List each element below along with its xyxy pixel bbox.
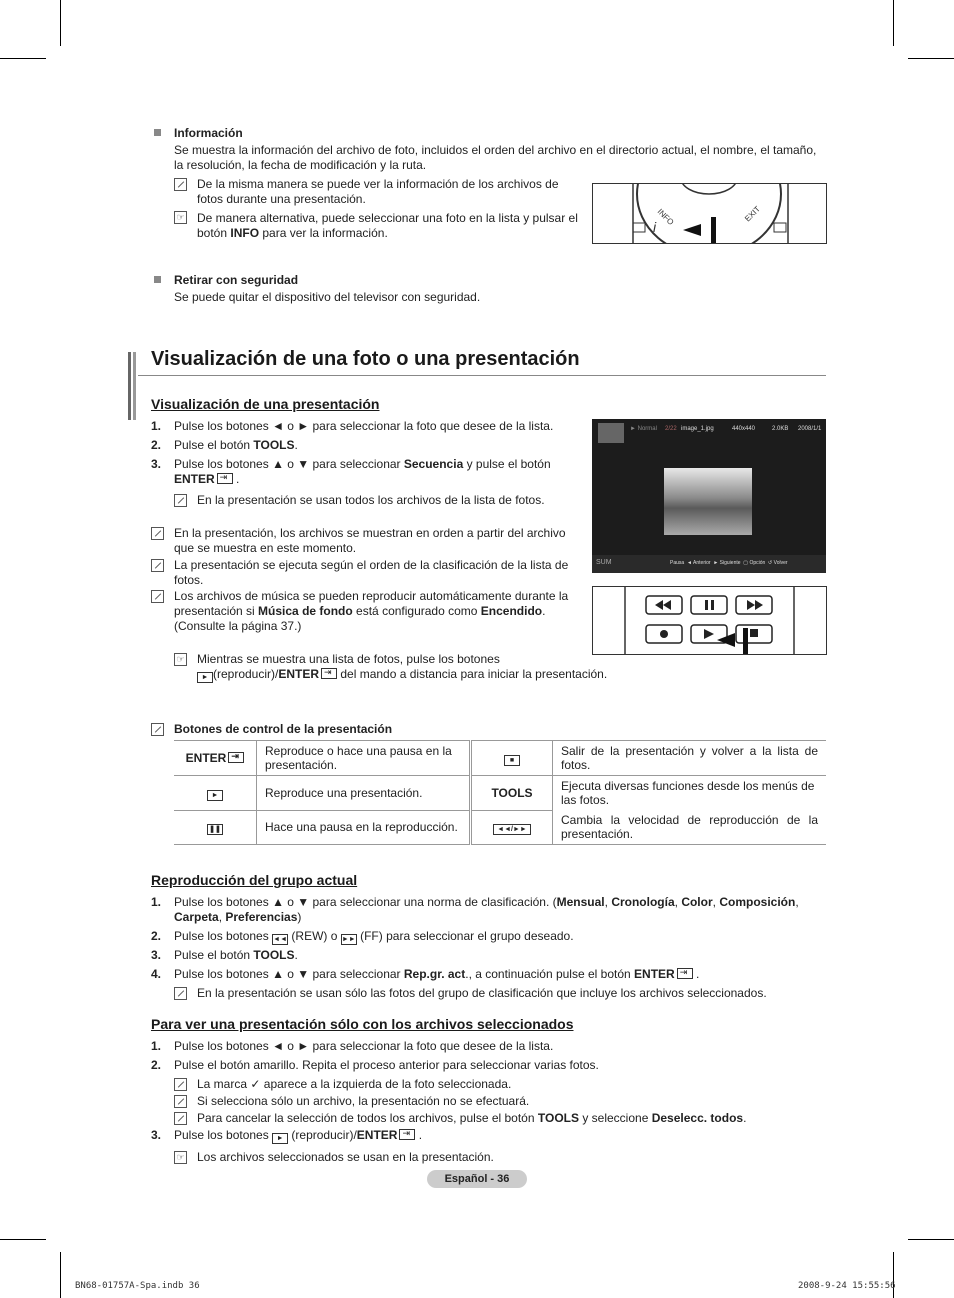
control-key bbox=[174, 810, 257, 845]
crop-mark bbox=[893, 1252, 894, 1298]
control-key bbox=[471, 810, 553, 845]
note-icon bbox=[174, 1112, 187, 1125]
selected-note-1: La marca ✓ aparece a la izquierda de la foto seleccionada. bbox=[197, 1077, 512, 1091]
remote-info-illustration bbox=[592, 183, 827, 244]
screen-resolution: 440x440 bbox=[732, 426, 756, 432]
selected-note-3: Para cancelar la selección de todos los archivos, pulse el botón TOOLS y seleccione Deselecc. todos. bbox=[197, 1111, 747, 1125]
control-desc: Reproduce o hace una pausa en la presentación. bbox=[257, 741, 471, 776]
crop-mark bbox=[908, 1239, 954, 1240]
bullet-square bbox=[154, 129, 161, 136]
step-number: 2. bbox=[151, 929, 162, 943]
screen-filename: image_1.jpg bbox=[681, 426, 714, 432]
control-desc: Cambia la velocidad de reproducción de la presentación. bbox=[553, 810, 827, 845]
enter-icon bbox=[228, 752, 244, 763]
table-row bbox=[174, 776, 826, 811]
note-icon bbox=[151, 527, 164, 540]
play-button-icon: ► bbox=[207, 790, 223, 801]
remote-illustration-svg bbox=[593, 184, 826, 243]
section-slideshow-title: Visualización de una presentación bbox=[151, 396, 380, 412]
step-number: 2. bbox=[151, 1058, 162, 1072]
stop-button-icon: ■ bbox=[504, 755, 520, 766]
slideshow-music-note: Los archivos de música se pueden reproducir automáticamente durante la presentación si Música de fondo está configurado como Encendido. (Consulte la página 37.) bbox=[174, 589, 569, 633]
play-button-icon: ► bbox=[197, 672, 213, 683]
selected-step-2: Pulse el botón amarillo. Repita el proceso anterior para seleccionar varias fotos. bbox=[174, 1058, 599, 1072]
tip-icon: ☞ bbox=[174, 211, 187, 224]
svg-text:INFO: INFO bbox=[655, 207, 676, 227]
crop-mark bbox=[893, 0, 894, 46]
info-heading: Información bbox=[174, 126, 243, 140]
remote-transport-svg bbox=[593, 587, 826, 654]
selected-step-3: Pulse los botones ► (reproducir)/ENTER⇥ . bbox=[174, 1128, 422, 1144]
rew-button-icon: ◄◄ bbox=[273, 936, 287, 943]
control-key: ENTER⇥ bbox=[174, 741, 257, 776]
group-step-2: Pulse los botones ◄◄ (REW) o ►► (FF) para seleccionar el grupo deseado. bbox=[174, 929, 574, 943]
group-step-4: Pulse los botones ▲ o ▼ para seleccionar Rep.gr. act., a continuación pulse el botón ENTER⇥ . bbox=[174, 967, 699, 982]
rew-ff-button-icon: ◄◄/►► bbox=[493, 824, 531, 835]
screen-filesize: 2.0KB bbox=[772, 426, 789, 432]
crop-mark bbox=[0, 58, 46, 59]
photo-folder-icon bbox=[598, 423, 624, 443]
svg-text:EXIT: EXIT bbox=[743, 204, 762, 224]
tip-icon: ☞ bbox=[174, 653, 187, 666]
step-number: 1. bbox=[151, 895, 162, 909]
photo-thumbnail bbox=[664, 468, 752, 535]
control-key bbox=[174, 776, 257, 811]
enter-icon bbox=[321, 668, 337, 679]
retirar-heading: Retirar con seguridad bbox=[174, 273, 299, 287]
screen-index: 2/22 bbox=[665, 426, 677, 432]
slideshow-step-1: Pulse los botones ◄ o ► para seleccionar la foto que desee de la lista. bbox=[174, 419, 554, 433]
section-group-title: Reproducción del grupo actual bbox=[151, 872, 358, 888]
enter-icon bbox=[399, 1129, 415, 1140]
step-number: 1. bbox=[151, 1039, 162, 1053]
info-note-1: De la misma manera se puede ver la información de los archivos de fotos durante una presentación. bbox=[197, 177, 559, 206]
crop-mark bbox=[60, 0, 61, 46]
info-note-2: De manera alternativa, puede seleccionar una foto en la lista y pulsar el botón INFO para ver la información. bbox=[197, 211, 578, 240]
slideshow-step-3-note: En la presentación se usan todos los archivos de la lista de fotos. bbox=[197, 493, 545, 507]
ff-button-icon: ►► bbox=[341, 936, 356, 943]
retirar-body: Se puede quitar el dispositivo del televisor con seguridad. bbox=[174, 290, 481, 304]
selected-tip: Los archivos seleccionados se usan en la presentación. bbox=[197, 1150, 494, 1164]
control-desc: Salir de la presentación y volver a la lista de fotos. bbox=[553, 741, 827, 776]
control-desc: Hace una pausa en la reproducción. bbox=[257, 810, 471, 845]
step-number: 3. bbox=[151, 457, 162, 471]
table-row bbox=[174, 741, 826, 776]
screen-button-bar: Pausa ◄ Anterior ► Siguiente ▢ Opción ↺ Volver bbox=[670, 560, 788, 566]
slideshow-note-1: En la presentación, los archivos se muestran en orden a partir del archivo que se muestra en este momento. bbox=[174, 526, 566, 555]
title-bar bbox=[128, 352, 131, 420]
slideshow-step-3: Pulse los botones ▲ o ▼ para seleccionar Secuencia y pulse el botón ENTER⇥ . bbox=[174, 457, 564, 487]
screen-mode: ► Normal bbox=[630, 426, 657, 432]
note-icon bbox=[174, 494, 187, 507]
step-number: 3. bbox=[151, 948, 162, 962]
section-selected-title: Para ver una presentación sólo con los archivos seleccionados bbox=[151, 1016, 574, 1032]
table-row bbox=[174, 810, 826, 845]
step-number: 4. bbox=[151, 967, 162, 981]
group-note: En la presentación se usan sólo las fotos del grupo de clasificación que incluye los archivos seleccionados. bbox=[197, 986, 767, 1000]
note-icon bbox=[174, 178, 187, 191]
svg-text:i: i bbox=[653, 219, 657, 235]
bullet-square bbox=[154, 276, 161, 283]
note-icon bbox=[174, 1095, 187, 1108]
note-icon bbox=[151, 559, 164, 572]
controls-heading: Botones de control de la presentación bbox=[174, 722, 393, 736]
control-desc: Reproduce una presentación. bbox=[257, 776, 471, 811]
remote-transport-illustration bbox=[592, 586, 827, 655]
group-step-1: Pulse los botones ▲ o ▼ para seleccionar una norma de clasificación. (Mensual, Cronología, Color, Composición, Carpeta, Preferencias) bbox=[174, 895, 799, 924]
crop-mark bbox=[60, 1252, 61, 1298]
slideshow-step-2: Pulse el botón TOOLS. bbox=[174, 438, 298, 452]
note-icon bbox=[174, 1078, 187, 1091]
selected-note-2: Si selecciona sólo un archivo, la presentación no se efectuará. bbox=[197, 1094, 530, 1108]
note-icon bbox=[174, 987, 187, 1000]
group-step-3: Pulse el botón TOOLS. bbox=[174, 948, 298, 962]
crop-mark bbox=[908, 58, 954, 59]
selected-step-1: Pulse los botones ◄ o ► para seleccionar la foto que desee de la lista. bbox=[174, 1039, 554, 1053]
control-desc: Ejecuta diversas funciones desde los menús de las fotos. bbox=[561, 779, 815, 807]
crop-mark bbox=[0, 1239, 46, 1240]
slideshow-tip: Mientras se muestra una lista de fotos, pulse los botones ► (reproducir)/ENTER⇥ del mando a distancia para iniciar la presentación. bbox=[197, 652, 617, 683]
title-bar bbox=[133, 352, 136, 420]
title-rule bbox=[138, 375, 826, 376]
info-body: Se muestra la información del archivo de foto, incluidos el orden del archivo en el directorio actual, el nombre, el tamaño, la resolución, la fecha de modificación y la ruta. bbox=[174, 143, 817, 172]
control-key bbox=[471, 741, 553, 776]
page-title: Visualización de una foto o una presentación bbox=[151, 348, 580, 370]
step-number: 2. bbox=[151, 438, 162, 452]
checkmark-icon: ✓ bbox=[250, 1077, 261, 1091]
enter-icon bbox=[217, 473, 233, 484]
play-button-icon: ► bbox=[272, 1133, 288, 1144]
screen-sum-label: SUM bbox=[596, 559, 612, 566]
controls-table bbox=[174, 740, 826, 845]
control-key: TOOLS bbox=[471, 776, 553, 811]
print-filename: BN68-01757A-Spa.indb 36 bbox=[75, 1281, 200, 1291]
tip-icon: ☞ bbox=[174, 1151, 187, 1164]
enter-icon bbox=[677, 968, 693, 979]
page-number: Español - 36 bbox=[427, 1170, 527, 1188]
note-icon bbox=[151, 590, 164, 603]
pause-button-icon: ❚❚ bbox=[207, 824, 223, 835]
note-icon bbox=[151, 723, 164, 736]
slideshow-note-2: La presentación se ejecuta según el orden de la clasificación de la lista de fotos. bbox=[174, 558, 569, 587]
step-number: 1. bbox=[151, 419, 162, 433]
print-timestamp: 2008-9-24 15:55:56 bbox=[798, 1281, 896, 1291]
step-number: 3. bbox=[151, 1128, 162, 1142]
tv-screen bbox=[592, 419, 826, 573]
screen-date: 2008/1/1 bbox=[798, 426, 822, 432]
